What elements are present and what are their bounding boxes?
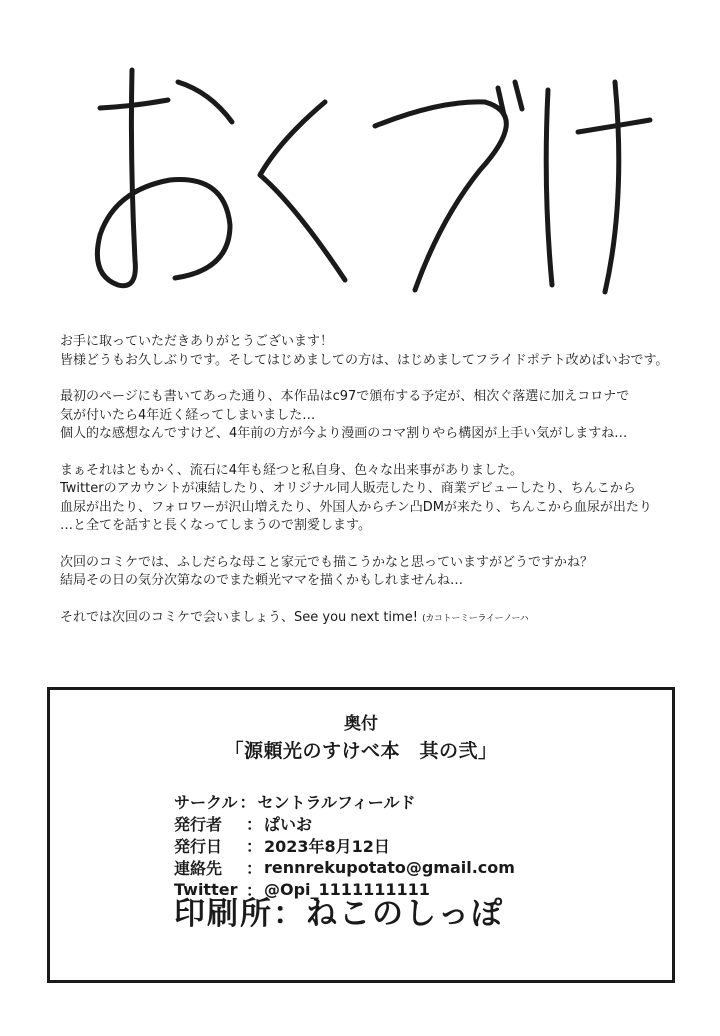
- row-label: Twitter: [174, 879, 238, 899]
- colophon-row-contact: [174, 856, 654, 878]
- afterword-line: お手に取っていただきありがとうございます！: [60, 334, 334, 349]
- afterword-line: 気が付いたら4年近く経ってしまいました…: [60, 407, 316, 423]
- colophon-row-date: [174, 834, 654, 856]
- colophon-row-publisher: [174, 812, 654, 834]
- row-value: セントラルフィールド: [257, 792, 416, 812]
- colophon-heading: 奥付: [344, 714, 378, 734]
- afterword-line: Twitterのアカウントが凍結したり、オリジナル同人販売したり、商業デビューしたり、ちんこから: [60, 481, 636, 496]
- afterword-line: 個人的な感想なんですけど、4年前の方が今より漫画のコマ割りやら構図が上手い気がしますね…: [60, 426, 628, 441]
- afterword-paragraph: [60, 388, 680, 444]
- printer-name: 印刷所：ねこのしっぽ: [174, 896, 504, 932]
- afterword: [60, 333, 680, 646]
- book-title: 「源頼光のすけべ本 其の弐」: [224, 740, 498, 762]
- afterword-line: 結局その日の気分次第なのでまた頼光ママを描くかもしれませんね…: [60, 573, 464, 588]
- afterword-paragraph: [60, 333, 680, 370]
- contact-email[interactable]: rennrekupotato@gmail.com: [264, 857, 515, 877]
- handwritten-title: [60, 30, 660, 310]
- row-label: 発行日: [174, 836, 223, 856]
- afterword-line: 血尿が出たり、フォロワーが沢山増えたり、外国人からチン凸DMが来たり、ちんこから血尿が出たり: [60, 499, 652, 515]
- closing-text: それでは次回のコミケで会いましょう、See you next time!: [60, 609, 418, 625]
- row-label: 発行者: [174, 814, 223, 834]
- colophon-row-circle: [174, 790, 654, 812]
- closing-aside: (カコトーミーライーノーハ: [422, 613, 529, 624]
- colophon-rows: [174, 790, 654, 900]
- afterword-paragraph: [60, 554, 680, 591]
- row-separator: ：: [239, 792, 256, 812]
- afterword-line: まぁそれはともかく、流石に4年も経つと私自身、色々な出来事がありました。: [60, 462, 524, 478]
- row-label: 連絡先: [174, 858, 223, 878]
- row-value: 2023年8月12日: [264, 836, 390, 856]
- afterword-line: 最初のページにも書いてあった通り、本作品はc97で頒布する予定が、相次ぐ落選に加えコロナで: [60, 389, 630, 404]
- row-separator: ：: [245, 858, 262, 878]
- row-separator: ：: [245, 880, 262, 900]
- row-separator: ：: [245, 836, 262, 856]
- afterword-paragraph: [60, 462, 680, 536]
- row-label: サークル: [174, 792, 238, 812]
- closing-line: [60, 609, 680, 629]
- twitter-handle[interactable]: @Opi_1111111111: [264, 879, 430, 899]
- row-separator: ：: [245, 814, 262, 834]
- afterword-line: 次回のコミケでは、ふしだらな母こと家元でも描こうかなと思っていますがどうですかね？: [60, 554, 594, 570]
- colophon-box: [47, 687, 675, 983]
- afterword-line: 皆様どうもお久しぶりです。そしてはじめましての方は、はじめましてフライドポテト改めぱいおです。: [60, 352, 669, 368]
- afterword-line: …と全てを話すと長くなってしまうので割愛します。: [60, 518, 371, 533]
- row-value: ぱいお: [264, 814, 313, 834]
